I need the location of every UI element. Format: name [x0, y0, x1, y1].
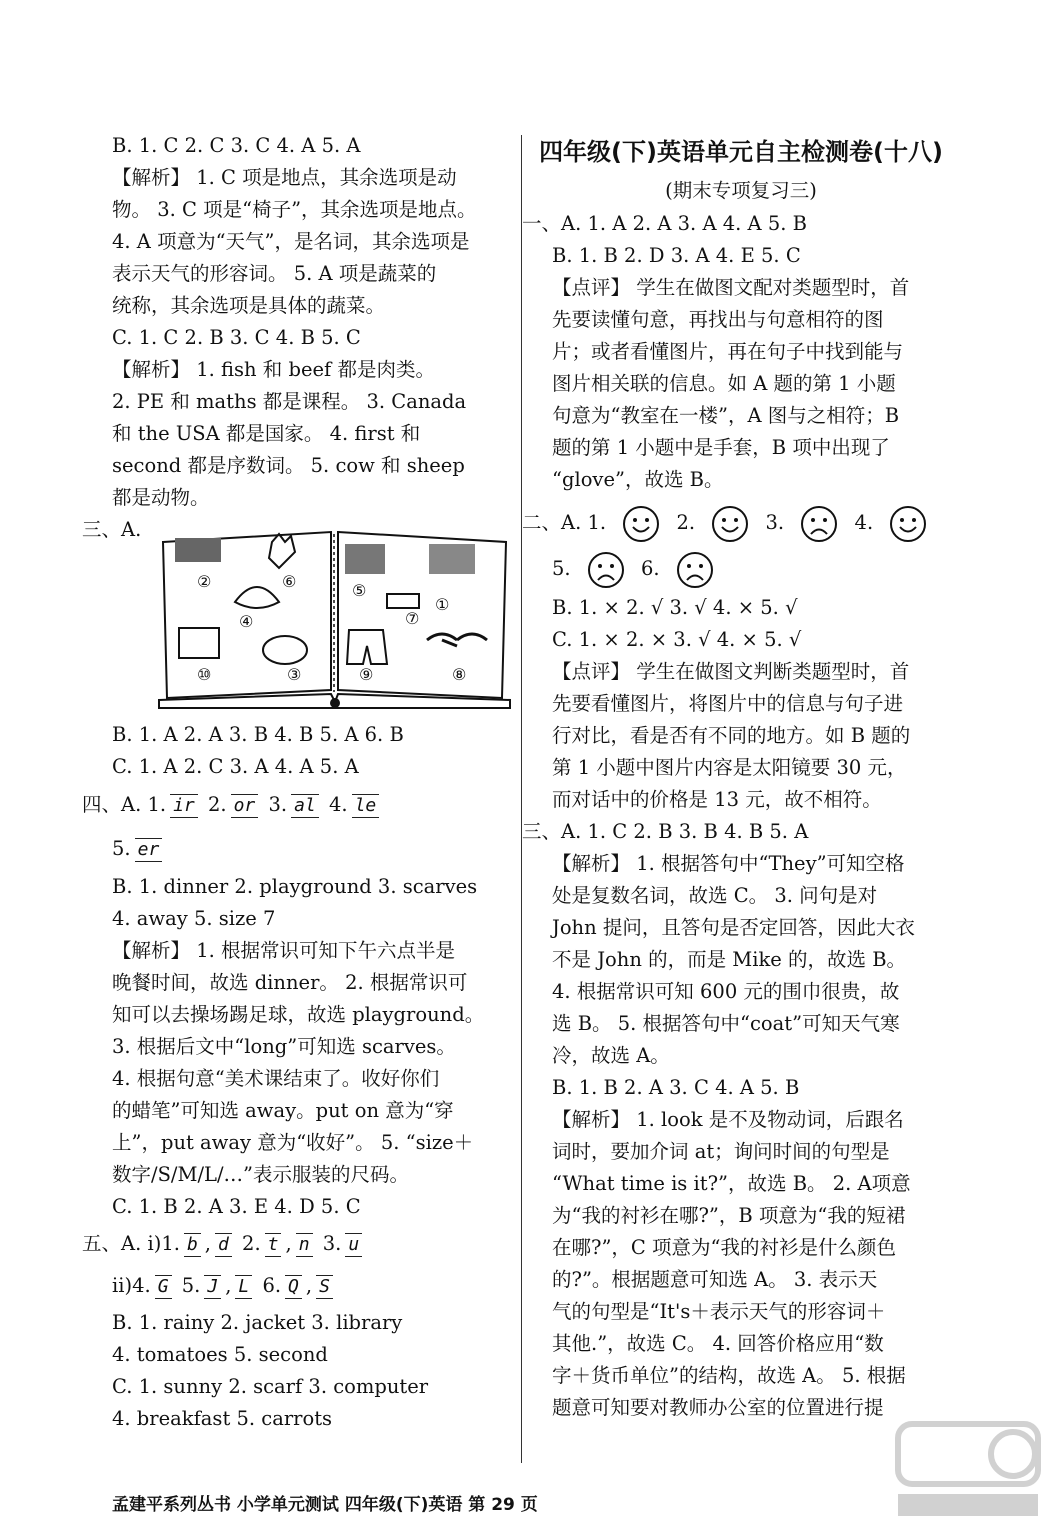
text-line: John 提问，且答句是否定回答，因此大衣: [552, 916, 915, 939]
book-number: ③: [287, 665, 302, 684]
text-line: 【解析】 1. 根据答句中“They”可知空格: [552, 852, 905, 875]
handwritten-answer: G: [155, 1275, 172, 1299]
text-line: 【解析】 1. 根据常识可知下午六点半是: [112, 939, 456, 962]
smiley-face-icon: [622, 505, 660, 543]
handwritten-answer: J: [204, 1275, 221, 1299]
text-line: 一、A. 1. A 2. A 3. A 4. A 5. B: [522, 212, 807, 235]
text-line: 而对话中的价格是 13 元，故不相符。: [552, 788, 882, 811]
handwritten-answer: L: [235, 1275, 252, 1299]
text-line: 三、A. 1. C 2. B 3. B 4. B 5. A: [522, 820, 809, 843]
handwritten-answer: le: [352, 794, 380, 818]
text-line: 的蜡笔”可知选 away。put on 意为“穿: [112, 1099, 454, 1122]
storybook-picture: [345, 544, 385, 574]
text-line: 【解析】 1. fish 和 beef 都是肉类。: [112, 358, 435, 381]
right-column: [522, 130, 952, 1424]
text-line: 数字/S/M/L/…”表示服装的尺码。: [112, 1163, 410, 1186]
text-line: 图片相关联的信息。如 A 题的第 1 小题: [552, 372, 896, 395]
sad-face-icon: [800, 505, 838, 543]
text-line: C. 1. × 2. × 3. √ 4. × 5. √: [552, 628, 802, 651]
text-line: 题意可知要对教师办公室的位置进行提: [552, 1396, 884, 1419]
text-line: 4. 根据句意“美术课结束了。收好你们: [112, 1067, 440, 1090]
text-line: 词时，要加介词 at；询问时间的句型是: [552, 1140, 890, 1163]
smiley-face-icon: [711, 505, 749, 543]
text-line: second 都是序数词。 5. cow 和 sheep: [112, 454, 465, 477]
book-number: ⑦: [405, 609, 420, 628]
text-line: 4. away 5. size 7: [112, 907, 276, 930]
text-line: 3. 根据后文中“long”可知选 scarves。: [112, 1035, 456, 1058]
book-number: ④: [239, 612, 254, 631]
sad-face-icon: [587, 551, 625, 589]
page-footer: 孟建平系列丛书 小学单元测试 四年级(下)英语 第 29 页: [112, 1495, 538, 1515]
text-line: 【解析】 1. look 是不及物动词，后跟名: [552, 1108, 904, 1131]
column-divider: [521, 135, 522, 1463]
handwritten-answer: n: [296, 1233, 313, 1257]
text-line: 的?”。根据题意可知选 A。 3. 表示天: [552, 1268, 878, 1291]
text-line: “glove”，故选 B。: [552, 468, 724, 491]
text-line: 不是 John 的，而是 Mike 的，故选 B。: [552, 948, 907, 971]
text-line: 知可以去操场踢足球，故选 playground。: [112, 1003, 485, 1026]
left-column: [82, 130, 514, 1435]
text-line: 上”，put away 意为“收好”。 5. “size＋: [112, 1131, 474, 1154]
text-line: 先要读懂句意，再找出与句意相符的图: [552, 308, 884, 331]
text-line: 4. breakfast 5. carrots: [112, 1407, 333, 1430]
text-line: C. 1. B 2. A 3. E 4. D 5. C: [112, 1195, 361, 1218]
text-line: 句意为“教室在一楼”，A 图与之相符；B: [552, 404, 900, 427]
book-number: ⑧: [452, 665, 467, 684]
section-3-label: 三、A.: [82, 518, 142, 541]
book-number: ①: [435, 595, 450, 614]
text-line: “What time is it?”，故选 B。 2. A项意: [552, 1172, 911, 1195]
text-line: 气的句型是“It's＋表示天气的形容词＋: [552, 1300, 886, 1323]
book-number: ⑨: [359, 665, 374, 684]
text-line: 2. PE 和 maths 都是课程。 3. Canada: [112, 390, 467, 413]
handwritten-answer: er: [135, 838, 163, 862]
text-line: C. 1. C 2. B 3. C 4. B 5. C: [112, 326, 361, 349]
book-illustration: [157, 522, 512, 712]
text-line: 表示天气的形容词。 5. A 项是蔬菜的: [112, 262, 437, 285]
text-line: 选 B。 5. 根据答句中“coat”可知天气寒: [552, 1012, 900, 1035]
pets-picture: [429, 544, 475, 574]
handwritten-answer: t: [265, 1233, 282, 1257]
text-line: 字＋货币单位”的结构，故选 A。 5. 根据: [552, 1364, 906, 1387]
handwritten-answer: S: [316, 1275, 333, 1299]
text-line: 在哪?”，C 项意为“我的衬衫是什么颜色: [552, 1236, 897, 1259]
handwritten-answer: Q: [285, 1275, 302, 1299]
text-line: C. 1. sunny 2. scarf 3. computer: [112, 1375, 429, 1398]
text-line: 4. A 项意为“天气”，是名词，其余选项是: [112, 230, 470, 253]
book-number: ⑩: [197, 665, 212, 684]
section-4-row-2: 5. er: [112, 827, 514, 871]
text-line: B. 1. × 2. √ 3. √ 4. × 5. √: [552, 596, 798, 619]
section-4-row: 四、A. 1. ir 2. or 3. al 4. le: [82, 783, 514, 827]
smiley-face-icon: [889, 505, 927, 543]
text-line: 冷，故选 A。: [552, 1044, 670, 1067]
text-line: B. 1. B 2. A 3. C 4. A 5. B: [552, 1076, 800, 1099]
faces-row-1: 二、A. 1. 2. 3. 4.: [522, 500, 952, 546]
handwritten-answer: ir: [170, 794, 198, 818]
text-line: 【点评】 学生在做图文配对类题型时，首: [552, 276, 910, 299]
text-line: 【解析】 1. C 项是地点，其余选项是动: [112, 166, 457, 189]
book-number: ⑥: [282, 572, 297, 591]
text-line: 4. tomatoes 5. second: [112, 1343, 328, 1366]
text-line: 晚餐时间，故选 dinner。 2. 根据常识可: [112, 971, 468, 994]
page-subtitle: (期末专项复习三): [665, 179, 817, 202]
handwritten-answer: b: [184, 1233, 201, 1257]
text-line: B. 1. B 2. D 3. A 4. E 5. C: [552, 244, 801, 267]
sad-face-icon: [676, 551, 714, 589]
handwritten-answer: al: [291, 794, 319, 818]
text-line: 统称，其余选项是具体的蔬菜。: [112, 294, 386, 317]
book-number: ②: [197, 572, 212, 591]
text-line: B. 1. rainy 2. jacket 3. library: [112, 1311, 403, 1334]
handwritten-answer: d: [215, 1233, 232, 1257]
section-5-row-2: ii)4. G 5. J , L 6. Q , S: [112, 1265, 514, 1307]
book-spine-dot: [330, 698, 340, 708]
text-line: 片；或者看懂图片，再在句子中找到能与: [552, 340, 904, 363]
section-5-row-1: 五、A. i)1. b , d 2. t , n 3. u: [82, 1223, 514, 1265]
text-line: 行对比，看是否有不同的地方。如 B 题的: [552, 724, 911, 747]
text-line: 物。 3. C 项是“椅子”，其余选项是地点。: [112, 198, 477, 221]
classroom-picture: [175, 538, 221, 562]
text-line: 先要看懂图片，将图片中的信息与句子进: [552, 692, 904, 715]
text-line: 【点评】 学生在做图文判断类题型时，首: [552, 660, 910, 683]
faces-row-2: 5. 6.: [530, 546, 952, 592]
text-line: 处是复数名词，故选 C。 3. 问句是对: [552, 884, 878, 907]
book-number: ⑤: [352, 581, 367, 600]
page-title: 四年级(下)英语单元自主检测卷(十八): [539, 138, 943, 166]
text-line: 其他.”，故选 C。 4. 回答价格应用“数: [552, 1332, 884, 1355]
text-line: 和 the USA 都是国家。 4. first 和: [112, 422, 421, 445]
text-line: B. 1. C 2. C 3. C 4. A 5. A: [112, 134, 361, 157]
text-line: 4. 根据常识可知 600 元的围巾很贵，故: [552, 980, 900, 1003]
text-line: 题的第 1 小题中是手套，B 项中出现了: [552, 436, 890, 459]
text-line: 为“我的衬衫在哪?”，B 项意为“我的短裙: [552, 1204, 906, 1227]
text-line: 第 1 小题中图片内容是太阳镜要 30 元，: [552, 756, 907, 779]
handwritten-answer: or: [231, 794, 259, 818]
text-line: 都是动物。: [112, 486, 210, 509]
text-line: C. 1. A 2. C 3. A 4. A 5. A: [112, 755, 359, 778]
text-line: B. 1. dinner 2. playground 3. scarves: [112, 875, 478, 898]
handwritten-answer: u: [345, 1233, 362, 1257]
text-line: B. 1. A 2. A 3. B 4. B 5. A 6. B: [112, 723, 404, 746]
